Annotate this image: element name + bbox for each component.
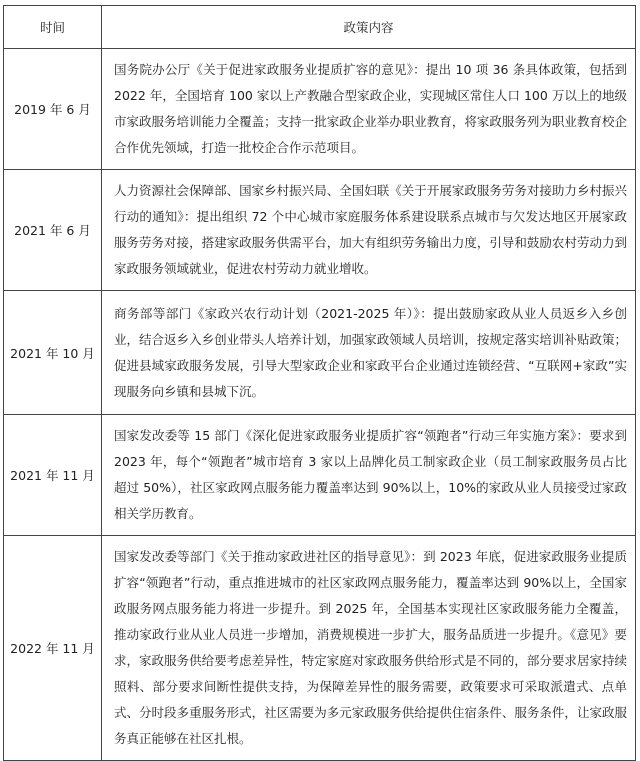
table-row <box>4 49 636 170</box>
header-content: 政策内容 <box>102 6 636 49</box>
row-content: 国务院办公厅《关于促进家政服务业提质扩容的意见》：提出 10 项 36 条具体政策，包括到 2022 年，全国培育 100 家以上产教融合型家政企业，实现城区常住人口 100 万以上的地级市家政服务培训能力全覆盖；支持一批家政企业举办职业教育，将家政服务列为职业教育校企合作优先领域，打造一批校企合作示范项目。 <box>102 49 636 170</box>
row-content: 国家发改委等 15 部门《深化促进家政服务业提质扩容“领跑者”行动三年实施方案》：要求到 2023 年，每个“领跑者”城市培育 3 家以上品牌化员工制家政企业（员工制家政服务员占比超过 50%），社区家政网点服务能力覆盖率达到 90%以上，10%的家政从业人员接受过家政相关学历教育。 <box>102 415 636 536</box>
table-row <box>4 170 636 291</box>
row-content: 国家发改委等部门《关于推动家政进社区的指导意见》：到 2023 年底，促进家政服务业提质扩容“领跑者”行动，重点推进城市的社区家政网点服务能力，覆盖率达到 90%以上，全国家政服务网点服务能力将进一步提升。到 2025 年，全国基本实现社区家政服务能力全覆盖，推动家政行业从业人员进一步增加，消费规模进一步扩大，服务品质进一步提升。《意见》要求，家政服务供给要考虑差异性，特定家庭对家政服务供给形式是不同的，部分要求居家持续照料、部分要求间断性提供支持，为保障差异性的服务需要，政策要求可采取派遣式、点单式、分时段多重服务形式，社区需要为多元家政服务供给提供住宿条件、服务条件，让家政服务真正能够在社区扎根。 <box>102 536 636 761</box>
table-row <box>4 291 636 415</box>
table-row <box>4 536 636 761</box>
policy-table <box>3 5 636 761</box>
row-time: 2021 年 10 月 <box>4 291 102 415</box>
row-content: 商务部等部门《家政兴农行动计划（2021-2025 年）》：提出鼓励家政从业人员返乡入乡创业，结合返乡入乡创业带头人培养计划，加强家政领域人员培训，按规定落实培训补贴政策；促进县域家政服务发展，引导大型家政企业和家政平台企业通过连锁经营、“互联网+家政”实现服务向乡镇和县城下沉。 <box>102 291 636 415</box>
header-time: 时间 <box>4 6 102 49</box>
row-time: 2021 年 6 月 <box>4 170 102 291</box>
table-header-row <box>4 6 636 49</box>
table-row <box>4 415 636 536</box>
row-time: 2019 年 6 月 <box>4 49 102 170</box>
row-time: 2022 年 11 月 <box>4 536 102 761</box>
row-time: 2021 年 11 月 <box>4 415 102 536</box>
row-content: 人力资源社会保障部、国家乡村振兴局、全国妇联《关于开展家政服务劳务对接助力乡村振兴行动的通知》：提出组织 72 个中心城市家庭服务体系建设联系点城市与欠发达地区开展家政服务劳务对接，搭建家政服务供需平台，加大有组织劳务输出力度，引导和鼓励农村劳动力到家政服务领域就业，促进农村劳动力就业增收。 <box>102 170 636 291</box>
